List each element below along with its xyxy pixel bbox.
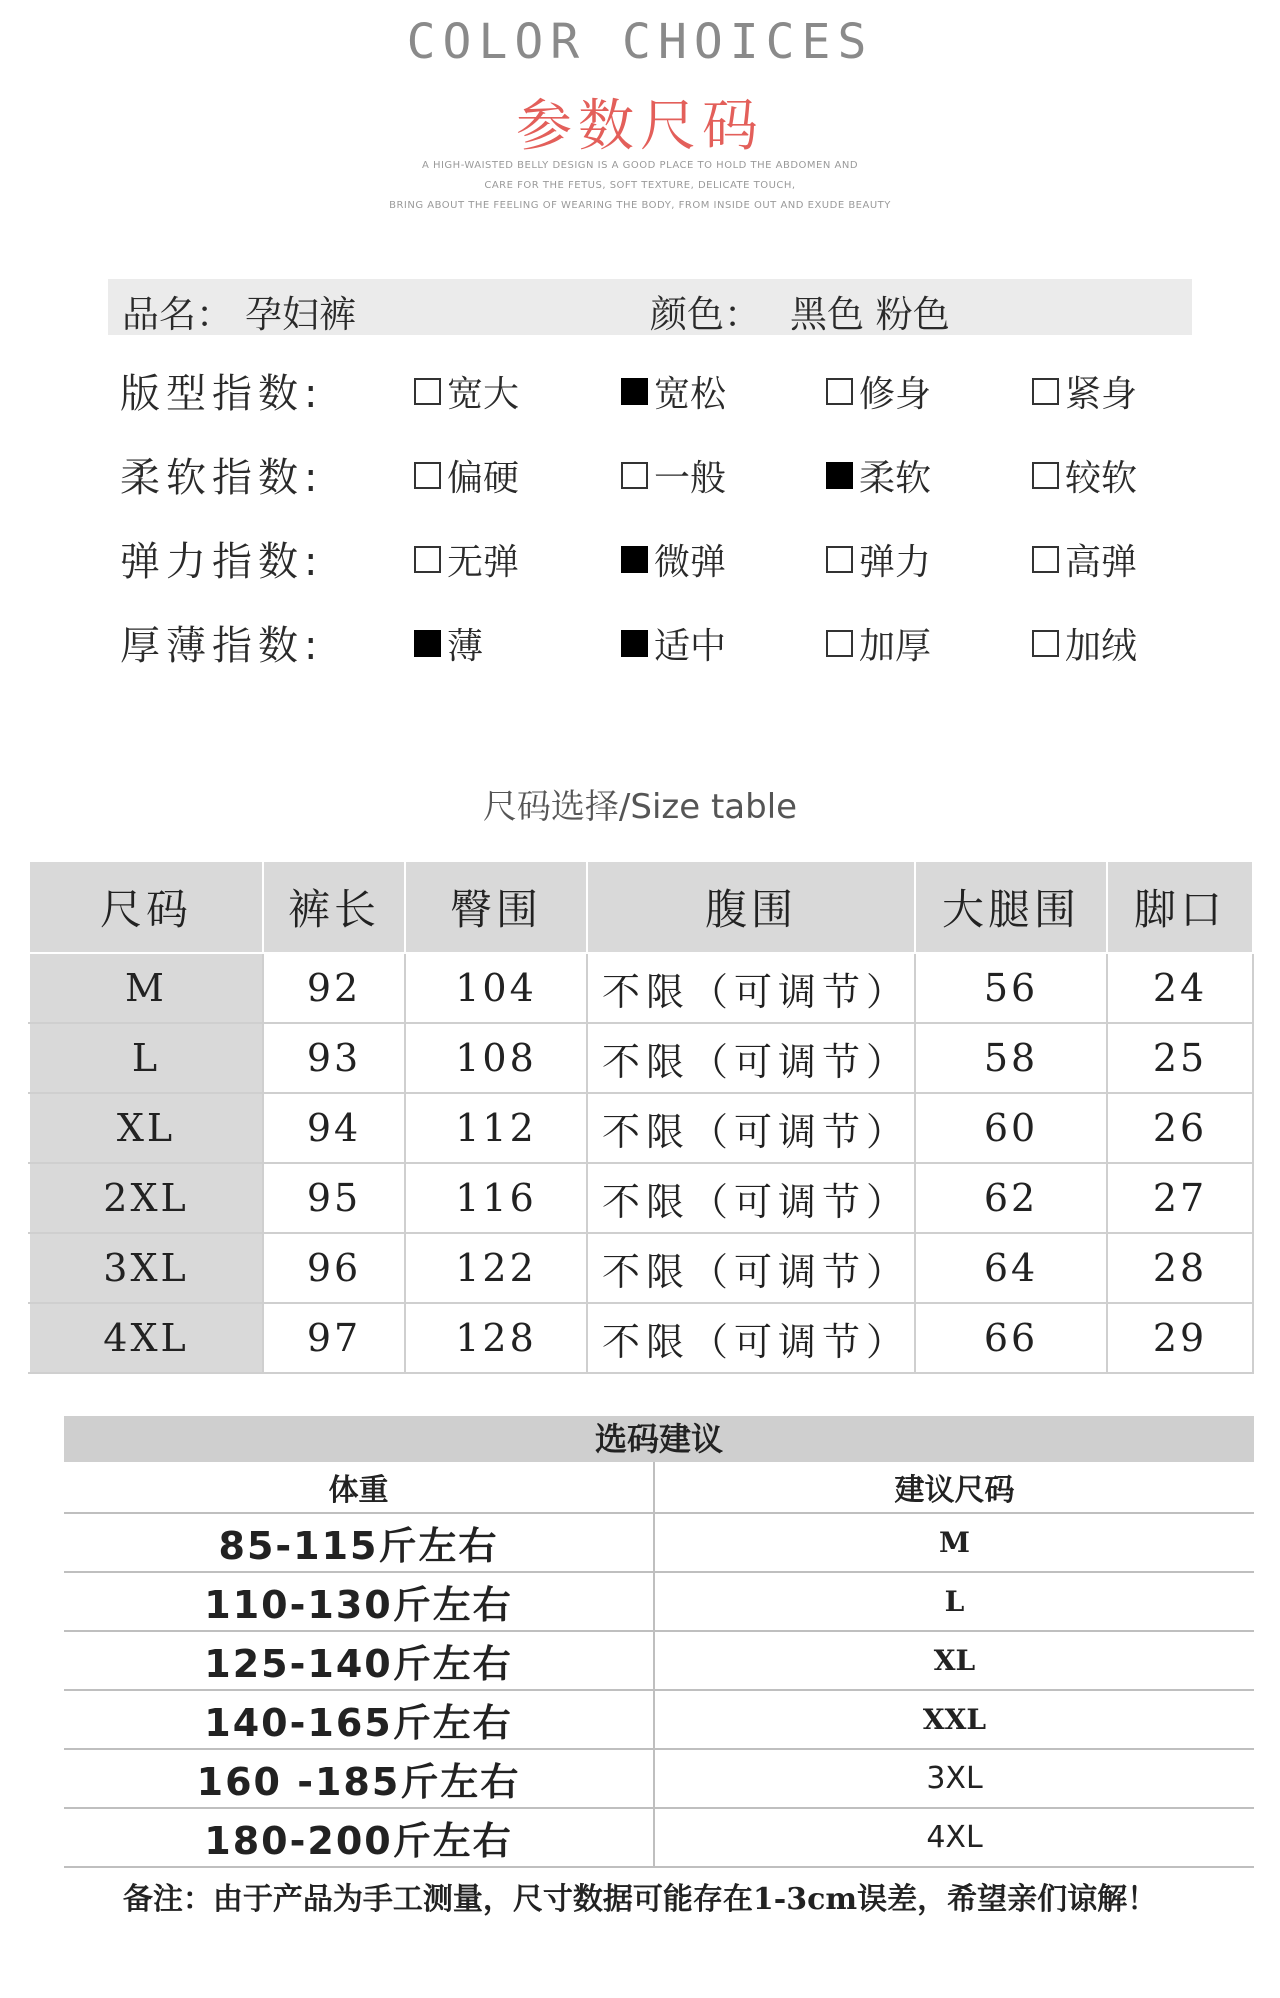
size-header-length: 裤长: [263, 861, 405, 953]
table-row: [64, 1631, 1254, 1690]
index-option: [826, 366, 931, 417]
header-desc-line3: BRING ABOUT THE FEELING OF WEARING THE BODY, FROM INSIDE OUT AND EXUDE BEAUTY: [389, 200, 891, 211]
hip-cell: 104: [405, 953, 587, 1023]
length-cell: 96: [263, 1233, 405, 1303]
header-desc-line2: CARE FOR THE FETUS, SOFT TEXTURE, DELICATE TOUCH,: [484, 180, 796, 191]
index-option: [414, 534, 519, 585]
length-cell: 92: [263, 953, 405, 1023]
table-row: [64, 1808, 1254, 1867]
hip-cell: 122: [405, 1233, 587, 1303]
index-option-label: 适中: [654, 626, 727, 667]
size-header-size: 尺码: [29, 861, 263, 953]
index-option: [414, 618, 483, 669]
belly-cell: 不限（可调节）: [587, 953, 915, 1023]
belly-cell: 不限（可调节）: [587, 1233, 915, 1303]
recommend-size-cell: XXL: [654, 1690, 1254, 1749]
table-row: [64, 1690, 1254, 1749]
unchecked-box-icon: [1032, 630, 1059, 657]
weight-cell: 125-140斤左右: [64, 1631, 654, 1690]
index-option-label: 无弹: [447, 542, 520, 583]
index-option-label: 柔软: [859, 458, 932, 499]
unchecked-box-icon: [414, 378, 441, 405]
product-color-value: 黑色 粉色: [790, 293, 950, 336]
table-row: [29, 953, 1253, 1023]
weight-cell: 180-200斤左右: [64, 1808, 654, 1867]
measurement-note: 备注：由于产品为手工测量，尺寸数据可能存在1-3cm误差，希望亲们谅解！: [122, 1882, 1158, 1917]
thigh-cell: 60: [915, 1093, 1107, 1163]
index-option: [414, 450, 519, 501]
recommend-size-cell: XL: [654, 1631, 1254, 1690]
weight-cell: 160 -185斤左右: [64, 1749, 654, 1808]
unchecked-box-icon: [414, 546, 441, 573]
recommend-header-size: 建议尺码: [654, 1462, 1254, 1513]
hem-cell: 29: [1107, 1303, 1253, 1373]
index-option: [826, 534, 931, 585]
size-cell: 4XL: [29, 1303, 263, 1373]
table-row: [29, 1163, 1253, 1233]
index-option: [621, 618, 726, 669]
size-cell: 2XL: [29, 1163, 263, 1233]
recommend-size-cell: M: [654, 1513, 1254, 1572]
hem-cell: 24: [1107, 953, 1253, 1023]
weight-cell: 85-115斤左右: [64, 1513, 654, 1572]
hem-cell: 25: [1107, 1023, 1253, 1093]
unchecked-box-icon: [1032, 462, 1059, 489]
table-row: [64, 1749, 1254, 1808]
recommend-table: [64, 1462, 1254, 1868]
recommend-title: 选码建议: [64, 1416, 1254, 1462]
index-option-label: 加绒: [1065, 626, 1138, 667]
size-header-hip: 臀围: [405, 861, 587, 953]
size-cell: 3XL: [29, 1233, 263, 1303]
unchecked-box-icon: [826, 546, 853, 573]
table-row: [29, 1303, 1253, 1373]
length-cell: 97: [263, 1303, 405, 1373]
checked-box-icon: [621, 630, 648, 657]
thigh-cell: 58: [915, 1023, 1107, 1093]
checked-box-icon: [621, 546, 648, 573]
hip-cell: 116: [405, 1163, 587, 1233]
table-row: [29, 1023, 1253, 1093]
size-table-header-row: [29, 861, 1253, 953]
index-label: 柔软指数:: [120, 455, 324, 501]
index-option: [414, 366, 519, 417]
recommend-size-cell: L: [654, 1572, 1254, 1631]
index-option: [826, 618, 931, 669]
hem-cell: 27: [1107, 1163, 1253, 1233]
size-cell: XL: [29, 1093, 263, 1163]
product-color-label: 颜色：: [650, 293, 761, 336]
thigh-cell: 66: [915, 1303, 1107, 1373]
recommend-size-cell: 3XL: [654, 1749, 1254, 1808]
size-cell: M: [29, 953, 263, 1023]
thigh-cell: 56: [915, 953, 1107, 1023]
size-table: [28, 860, 1254, 1374]
unchecked-box-icon: [1032, 378, 1059, 405]
product-name-label: 品名：: [122, 293, 233, 336]
length-cell: 94: [263, 1093, 405, 1163]
header-title-cn: 参数尺码: [516, 94, 764, 159]
weight-cell: 140-165斤左右: [64, 1690, 654, 1749]
length-cell: 93: [263, 1023, 405, 1093]
index-option-label: 一般: [654, 458, 727, 499]
unchecked-box-icon: [1032, 546, 1059, 573]
size-table-title: 尺码选择/Size table: [482, 787, 798, 827]
checked-box-icon: [621, 378, 648, 405]
checked-box-icon: [414, 630, 441, 657]
belly-cell: 不限（可调节）: [587, 1303, 915, 1373]
belly-cell: 不限（可调节）: [587, 1093, 915, 1163]
hem-cell: 26: [1107, 1093, 1253, 1163]
index-option-label: 宽大: [447, 374, 520, 415]
index-option-label: 紧身: [1065, 374, 1138, 415]
index-option: [826, 450, 931, 501]
index-label: 版型指数:: [120, 371, 324, 417]
hip-cell: 128: [405, 1303, 587, 1373]
hip-cell: 108: [405, 1023, 587, 1093]
size-header-belly: 腹围: [587, 861, 915, 953]
index-option-label: 较软: [1065, 458, 1138, 499]
hip-cell: 112: [405, 1093, 587, 1163]
recommend-header-weight: 体重: [64, 1462, 654, 1513]
index-option: [621, 366, 726, 417]
index-option-label: 弹力: [859, 542, 932, 583]
index-option: [621, 450, 726, 501]
checked-box-icon: [826, 462, 853, 489]
table-row: [29, 1093, 1253, 1163]
unchecked-box-icon: [826, 630, 853, 657]
product-name-value: 孕妇裤: [245, 293, 356, 336]
thigh-cell: 64: [915, 1233, 1107, 1303]
index-option-label: 薄: [447, 626, 484, 667]
header-title-en: COLOR CHOICES: [406, 14, 874, 70]
index-option-label: 偏硬: [447, 458, 520, 499]
thigh-cell: 62: [915, 1163, 1107, 1233]
index-label: 弹力指数:: [120, 539, 324, 585]
weight-cell: 110-130斤左右: [64, 1572, 654, 1631]
belly-cell: 不限（可调节）: [587, 1163, 915, 1233]
hem-cell: 28: [1107, 1233, 1253, 1303]
index-option-label: 修身: [859, 374, 932, 415]
table-row: [64, 1513, 1254, 1572]
index-label: 厚薄指数:: [120, 623, 324, 669]
index-option: [1032, 618, 1137, 669]
index-option-label: 宽松: [654, 374, 727, 415]
size-header-hem: 脚口: [1107, 861, 1253, 953]
recommend-size-cell: 4XL: [654, 1808, 1254, 1867]
belly-cell: 不限（可调节）: [587, 1023, 915, 1093]
index-option: [1032, 450, 1137, 501]
table-row: [29, 1233, 1253, 1303]
unchecked-box-icon: [621, 462, 648, 489]
index-option-label: 加厚: [859, 626, 932, 667]
length-cell: 95: [263, 1163, 405, 1233]
unchecked-box-icon: [414, 462, 441, 489]
index-option-label: 高弹: [1065, 542, 1138, 583]
size-header-thigh: 大腿围: [915, 861, 1107, 953]
index-option-label: 微弹: [654, 542, 727, 583]
table-row: [64, 1572, 1254, 1631]
unchecked-box-icon: [826, 378, 853, 405]
size-cell: L: [29, 1023, 263, 1093]
index-option: [1032, 366, 1137, 417]
index-option: [621, 534, 726, 585]
recommend-header-row: [64, 1462, 1254, 1513]
header-desc-line1: A HIGH-WAISTED BELLY DESIGN IS A GOOD PLACE TO HOLD THE ABDOMEN AND: [421, 160, 859, 171]
index-option: [1032, 534, 1137, 585]
